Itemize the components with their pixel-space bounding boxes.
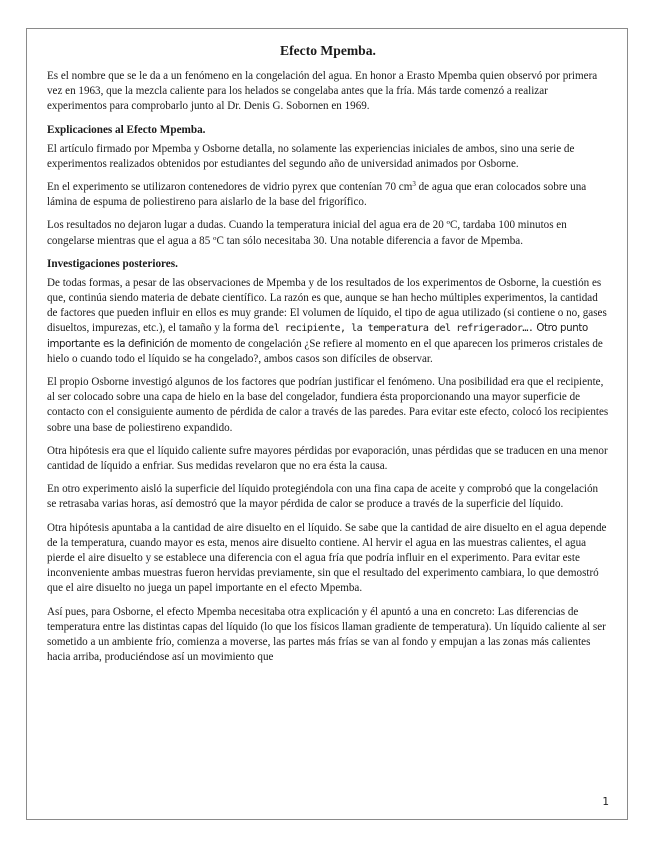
intro-text-bold: tarde comenzó a realizar experimentos para comprobarlo junto al Dr. Denis G. Sobornen en 1969. [47, 85, 548, 113]
paragraph: Así pues, para Osborne, el efecto Mpemba necesitaba otra explicación y él apuntó a una en concreto: Las diferencias de temperatura entre las distintas capas del líquido (lo que los físicos llaman gradiente de temperatura). Un líquido caliente al ser sometido a un ambiente frío, comienza a moverse, las partes más frías se van al fondo y empujan a las zonas más calientes hacia arriba, produciéndose así un movimiento que [47, 605, 606, 664]
paragraph [47, 276, 609, 367]
paragraph-text: En el experimento se utilizaron contenedores de vidrio pyrex que contenían 70 cm [47, 181, 413, 194]
paragraph-text: de agua que eran colocados sobre una lámina de espuma de poliestireno para aislarlo de la base del frigorífico. [47, 181, 587, 209]
paragraph: En otro experimento aisló la superficie del líquido protegiéndola con una fina capa de aceite y comprobó que la congelación se retrasaba varias horas, así demostró que la mayor pérdida de calor se produce a través de la superficie del líquido. [47, 483, 599, 511]
document-title: Efecto Mpemba. [280, 43, 376, 58]
paragraph: Otra hipótesis apuntaba a la cantidad de aire disuelto en el líquido. Se sabe que la cantidad de aire disuelto en el agua depende de la temperatura, cuando mayor es esta, menos aire disuelto contiene. Al hervir el agua en las muestras calientes, el agua pierde el aire disuelto y se establece una diferencia con el agua fría que podría influir en el experimento. Para evitar este inconveniente ambas muestras fueron hervidas previamente, sin que el resultado del experimento cambiara, lo que demostró que el aire disuelto no juega un papel importante en el efecto Mpemba. [47, 521, 607, 595]
paragraph: El artículo firmado por Mpemba y Osborne detalla, no solamente las experiencias iniciales de ambos, sino una serie de experimentos realizados obtenidos por estudiantes del segundo año de universidad animados por Osborne. [47, 142, 575, 170]
paragraph: Otra hipótesis era que el líquido caliente sufre mayores pérdidas por evaporación, unas pérdidas que se traducen en una menor cantidad de líquido a enfriar. Sus medidas revelaron que no era ésta la causa. [47, 444, 608, 473]
paragraph-text: de momento de congelación ¿Se refiere al momento en el que aparecen los primeros cristales de hielo o cuando todo el líquido se ha congelado?, ambos casos son difíciles de observar. [47, 337, 603, 365]
superscript: 3 [412, 180, 416, 189]
document-body [47, 43, 609, 674]
paragraph: Los resultados no dejaron lugar a dudas. Cuando la temperatura inicial del agua era de 20 ºC, tardaba 100 minutos en congelarse mientras que el agua a 85 ºC tan sólo necesitaba 30. Una notable diferencia a favor de Mpemba. [47, 219, 567, 247]
intro-paragraph [47, 69, 609, 115]
paragraph-text: De todas formas, a pesar de las observaciones de Mpemba y de los resultados de los experimentos de Osborne, la cuestión es que, continúa siendo materia de debate científico. La razón es que, aunque se han hecho múltiples experimentos, la cantidad de factores que pueden influir en ellos es muy grande: El volumen de líquido, el tipo de agua utilizado (si contiene o no, gases disueltos, impurezas, etc.), el tamaño y la forma [47, 276, 607, 335]
document-page [26, 28, 628, 820]
section-heading-explicaciones: Explicaciones al Efecto Mpemba. [47, 123, 206, 136]
intro-text: Es el nombre que se le da a un fenómeno en la congelación del agua. En honor a Erasto Mpemba quien observó por primera vez en 1963, que la mezcla caliente para los helados se congelaba antes que la fría. Más [47, 70, 598, 98]
page-number: 1 [602, 796, 609, 808]
section-heading-investigaciones: Investigaciones posteriores. [47, 257, 178, 270]
paragraph [47, 180, 609, 210]
paragraph-text-sans: Otro punto importante es la definición [47, 323, 588, 350]
paragraph-text-mono: del recipiente, la temperatura del refrigerador…. [262, 323, 534, 335]
paragraph: El propio Osborne investigó algunos de los factores que podrían justificar el fenómeno. Una posibilidad era que el recipiente, al ser colocado sobre una capa de hielo en la base del congelador, fundiera ésta proporcionando una mayor superficie de contacto con el consiguiente aumento de pérdida de calor a través de las paredes. Para evitar este efecto, colocó los recipientes sobre una base de poliestireno expandido. [47, 376, 609, 434]
